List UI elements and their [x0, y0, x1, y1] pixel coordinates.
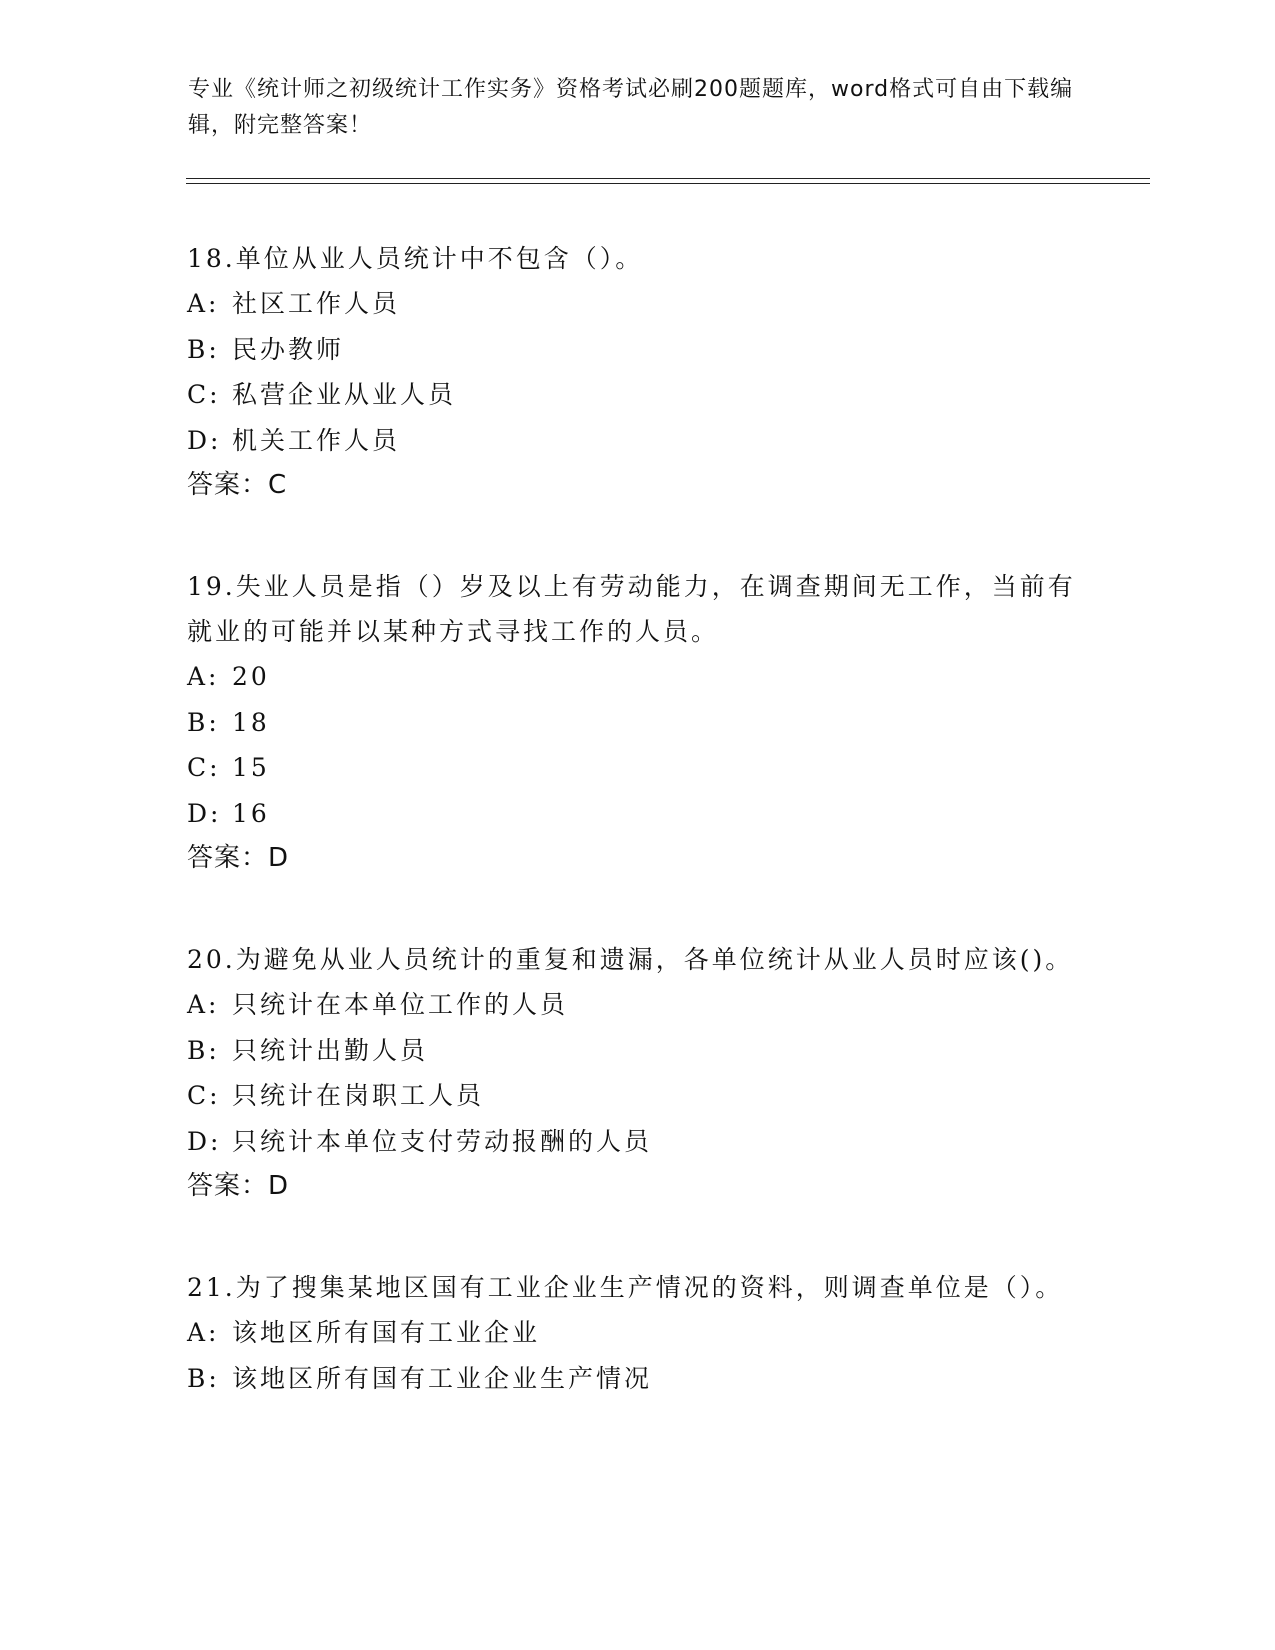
option-key: C: — [187, 380, 221, 409]
option-c — [187, 372, 1087, 418]
option-key: C: — [187, 1081, 221, 1110]
answer-line: 答案：C — [187, 470, 288, 500]
question-20 — [187, 937, 1087, 1209]
option-key: B: — [187, 334, 220, 364]
option-key: D: — [187, 425, 222, 455]
header-divider-top — [186, 178, 1150, 179]
question-stem: 20.为避免从业人员统计的重复和遗漏，各单位统计从业人员时应该()。 — [187, 945, 1074, 974]
question-stem: 18.单位从业人员统计中不包含（）。 — [187, 244, 644, 273]
option-a — [187, 654, 1087, 700]
option-key: A: — [187, 662, 220, 691]
option-b — [187, 700, 1087, 746]
option-d — [187, 791, 1087, 837]
option-text: 只统计出勤人员 — [232, 1035, 429, 1065]
option-b — [187, 1356, 1087, 1402]
option-text: 只统计本单位支付劳动报酬的人员 — [232, 1126, 653, 1156]
option-text: 只统计在本单位工作的人员 — [232, 990, 569, 1019]
question-19 — [187, 564, 1087, 881]
header-divider-bottom — [186, 183, 1150, 184]
option-text: 20 — [232, 662, 270, 691]
option-text: 社区工作人员 — [232, 289, 401, 318]
option-text: 该地区所有国有工业企业 — [232, 1318, 541, 1347]
question-21 — [187, 1265, 1087, 1401]
option-key: B: — [187, 1363, 220, 1393]
option-key: B: — [187, 1035, 220, 1065]
option-text: 15 — [232, 753, 270, 782]
option-a — [187, 1310, 1087, 1356]
option-d — [187, 1119, 1087, 1165]
option-text: 机关工作人员 — [232, 425, 401, 455]
option-key: D: — [187, 798, 222, 828]
option-text: 只统计在岗职工人员 — [232, 1081, 485, 1110]
option-text: 16 — [232, 798, 270, 828]
option-a — [187, 982, 1087, 1028]
option-key: C: — [187, 753, 221, 782]
question-stem: 21.为了搜集某地区国有工业企业生产情况的资料，则调查单位是（）。 — [187, 1273, 1064, 1302]
option-text: 18 — [232, 707, 270, 737]
option-a — [187, 281, 1087, 327]
option-key: A: — [187, 1318, 220, 1347]
option-b — [187, 1028, 1087, 1074]
option-key: A: — [187, 289, 220, 318]
question-18 — [187, 236, 1087, 508]
question-stem: 19.失业人员是指（）岁及以上有劳动能力，在调查期间无工作，当前有就业的可能并以某种方式寻找工作的人员。 — [187, 572, 1076, 646]
option-c — [187, 745, 1087, 791]
option-key: A: — [187, 990, 220, 1019]
option-key: B: — [187, 707, 220, 737]
option-c — [187, 1073, 1087, 1119]
option-b — [187, 327, 1087, 373]
option-d — [187, 418, 1087, 464]
document-header: 专业《统计师之初级统计工作实务》资格考试必刷200题题库，word格式可自由下载编辑，附完整答案！ — [188, 77, 1074, 138]
option-text: 民办教师 — [232, 334, 345, 364]
option-key: D: — [187, 1126, 222, 1156]
option-text: 该地区所有国有工业企业生产情况 — [232, 1363, 653, 1393]
option-text: 私营企业从业人员 — [232, 380, 457, 409]
answer-line: 答案：D — [187, 843, 290, 873]
question-list — [187, 236, 1087, 1457]
answer-line: 答案：D — [187, 1171, 290, 1201]
